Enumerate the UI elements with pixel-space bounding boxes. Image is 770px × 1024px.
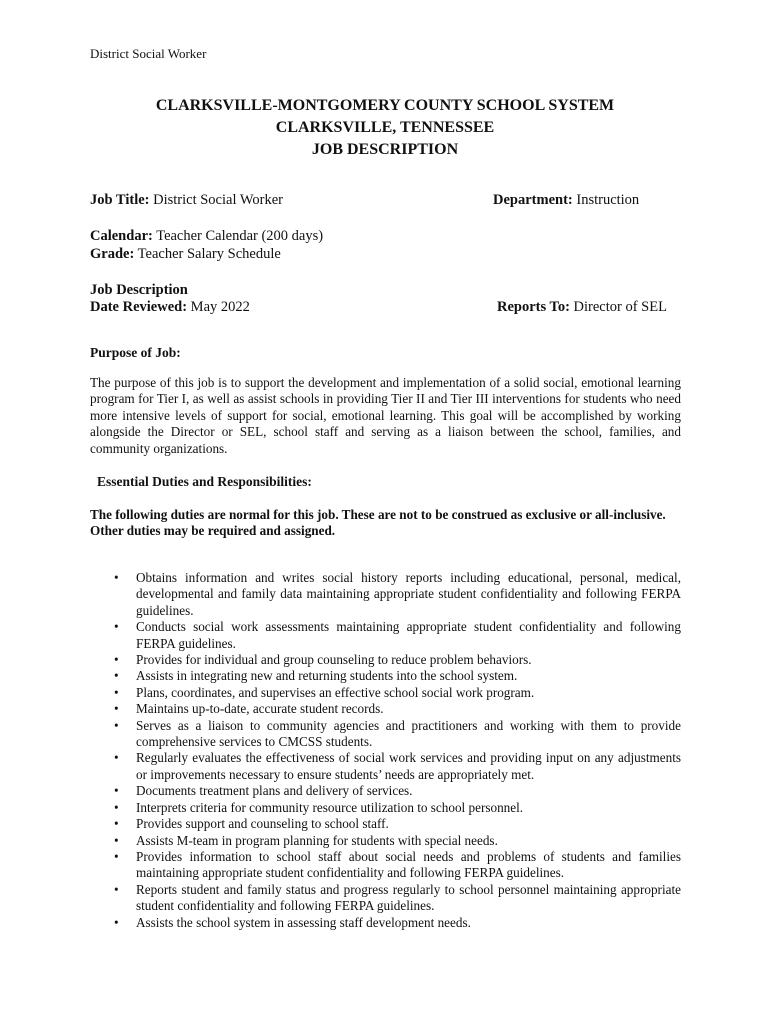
bullet-icon: • [114, 668, 119, 684]
date-reviewed-value: May 2022 [190, 299, 250, 315]
grade-value: Teacher Salary Schedule [137, 246, 281, 262]
duty-text: Maintains up-to-date, accurate student records. [136, 701, 384, 717]
duty-list-item [90, 619, 681, 652]
purpose-heading: Purpose of Job: [90, 345, 181, 360]
duty-text: Serves as a liaison to community agencies and practitioners and working with them to provide comprehensive services to CMCSS students. [136, 717, 681, 750]
bullet-icon: • [114, 848, 119, 864]
title-line-2: CLARKSVILLE, TENNESSEE [275, 119, 495, 136]
duty-text: Assists M-team in program planning for students with special needs. [136, 832, 498, 848]
bullet-icon: • [114, 881, 119, 897]
duty-text: Obtains information and writes social history reports including educational, personal, medical, developmental and family data maintaining appropriate student confidentiality and following FERPA guidelines. [136, 570, 681, 618]
bullet-icon: • [114, 783, 119, 799]
duty-list-item [90, 783, 681, 799]
duty-list-item [90, 668, 681, 684]
duty-list-item [90, 701, 681, 717]
running-header: District Social Worker [90, 46, 207, 61]
duty-list-item [90, 849, 681, 882]
department-label: Department: [493, 192, 573, 208]
calendar-field [90, 227, 323, 245]
calendar-value: Teacher Calendar (200 days) [156, 228, 324, 244]
date-reviewed-field [90, 298, 250, 316]
bullet-icon: • [114, 652, 119, 668]
job-description-label: Job Description [90, 282, 188, 298]
duty-list-item [90, 882, 681, 915]
grade-field [90, 245, 281, 263]
bullet-icon: • [114, 701, 119, 717]
duty-list-item [90, 800, 681, 816]
duty-text: Reports student and family status and progress regularly to school personnel maintaining appropriate student confidentiality and following FERPA guidelines. [136, 881, 681, 914]
job-title-value: District Social Worker [153, 192, 283, 208]
duty-list-item [90, 685, 681, 701]
duties-list [90, 570, 681, 931]
duty-text: Conducts social work assessments maintaining appropriate student confidentiality and following FERPA guidelines. [136, 619, 681, 651]
department-value: Instruction [576, 192, 640, 208]
duty-text: Assists the school system in assessing staff development needs. [136, 914, 471, 930]
duty-list-item [90, 915, 681, 931]
duties-heading: Essential Duties and Responsibilities: [97, 474, 312, 489]
reports-to-field [497, 298, 667, 316]
duty-list-item [90, 816, 681, 832]
bullet-icon: • [114, 570, 119, 585]
bullet-icon: • [114, 832, 119, 848]
duty-text: Provides support and counseling to school staff. [136, 816, 389, 832]
duty-text: Assists in integrating new and returning students into the school system. [136, 668, 518, 684]
date-reviewed-label: Date Reviewed: [90, 299, 188, 315]
job-title-label: Job Title: [90, 192, 150, 208]
duty-list-item [90, 652, 681, 668]
job-title-field [90, 191, 283, 209]
bullet-icon: • [114, 750, 119, 766]
duty-list-item [90, 570, 681, 619]
bullet-icon: • [114, 914, 119, 930]
duties-intro-line-1: The following duties are normal for this job. These are not to be construed as exclusive or all-inclusive. [90, 507, 666, 522]
calendar-label: Calendar: [90, 228, 153, 244]
reports-to-value: Director of SEL [573, 299, 667, 315]
reports-to-label: Reports To: [497, 299, 570, 315]
duty-list-item [90, 750, 681, 783]
document-title [0, 95, 770, 161]
bullet-icon: • [114, 816, 119, 832]
duty-text: Provides for individual and group counseling to reduce problem behaviors. [136, 652, 532, 668]
duty-list-item [90, 833, 681, 849]
purpose-text: The purpose of this job is to support the development and implementation of a solid social, emotional learning program for Tier I, as well as assist schools in providing Tier II and Tier III interventions for students who need more intensive levels of support for social, emotional learning. This goal will be accomplished by working alongside the Director or SEL, school staff and serving as a liaison between the school, families, and community organizations. [90, 375, 681, 456]
title-line-3: JOB DESCRIPTION [311, 141, 459, 158]
duty-text: Plans, coordinates, and supervises an effective school social work program. [136, 684, 535, 700]
duties-intro [90, 507, 681, 540]
department-field [493, 191, 639, 209]
bullet-icon: • [114, 717, 119, 733]
duty-list-item [90, 718, 681, 751]
bullet-icon: • [114, 799, 119, 815]
grade-label: Grade: [90, 246, 135, 262]
bullet-icon: • [114, 619, 119, 635]
bullet-icon: • [114, 684, 119, 700]
title-line-1: CLARKSVILLE-MONTGOMERY COUNTY SCHOOL SYSTEM [155, 97, 615, 114]
duty-text: Provides information to school staff about social needs and problems of students and families maintaining appropriate student confidentiality and following FERPA guidelines. [136, 848, 681, 881]
duty-text: Regularly evaluates the effectiveness of social work services and providing input on any adjustments or improvements necessary to ensure students’ needs are appropriately met. [136, 750, 681, 782]
duty-text: Documents treatment plans and delivery of services. [136, 783, 413, 799]
duties-intro-line-2: Other duties may be required and assigned. [90, 523, 336, 539]
duty-text: Interprets criteria for community resource utilization to school personnel. [136, 799, 524, 815]
